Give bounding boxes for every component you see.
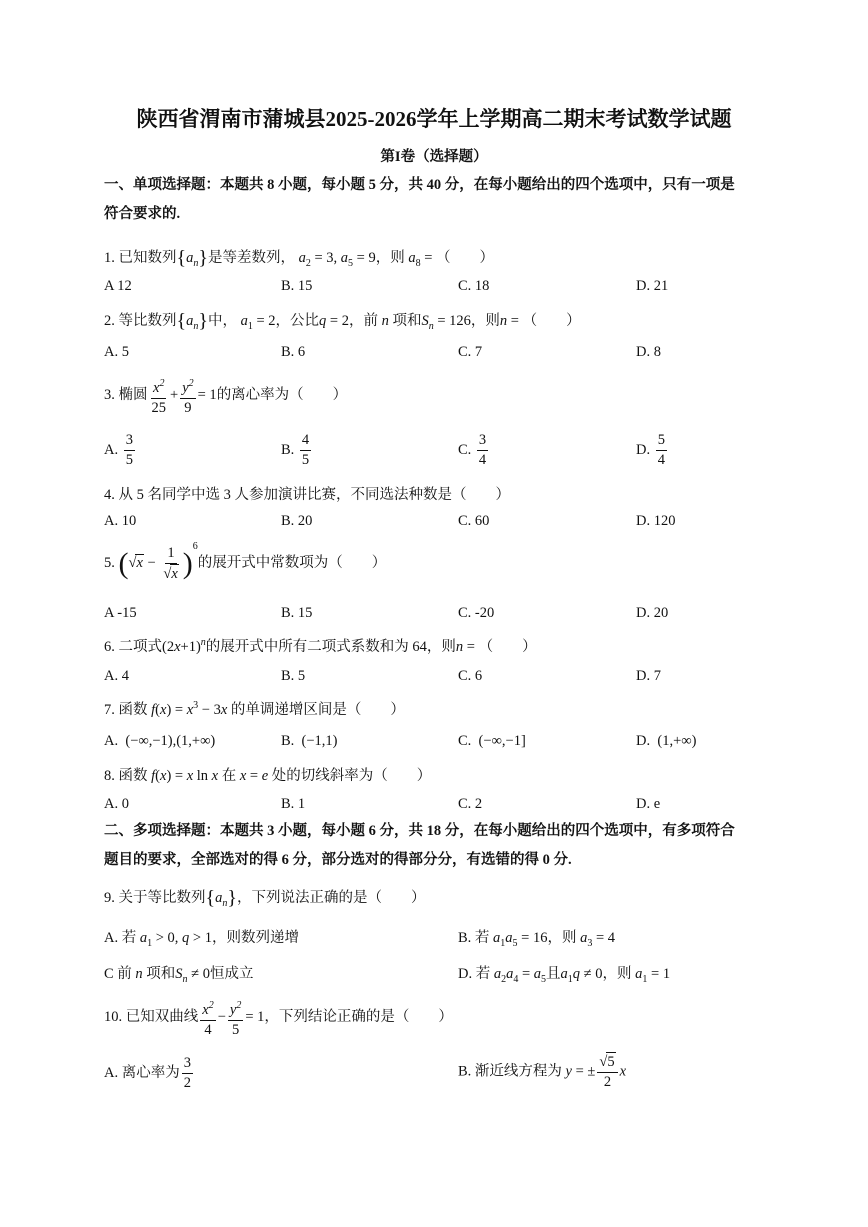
q8-option-c[interactable]: C. 2 (458, 796, 483, 812)
q2-option-a[interactable]: A. 5 (104, 344, 129, 360)
section1-line1: 一、单项选择题：本题共 8 小题，每小题 5 分，共 40 分，在每小题给出的四个选项中，只有一项是 (104, 177, 735, 193)
q3-option-a[interactable]: A. $\frac{3}{5}$ (104, 432, 133, 468)
q4-option-b[interactable]: B. 20 (281, 513, 313, 529)
q8-option-b[interactable]: B. 1 (281, 796, 306, 812)
q5-option-a[interactable]: A -15 (104, 605, 137, 621)
q1-option-b[interactable]: B. 15 (281, 278, 313, 294)
q3-option-d[interactable]: D. $\frac{5}{4}$ (636, 432, 665, 468)
q9-option-a[interactable]: A. 若 $a_1 > 0$, q > 1，则数列递增 (104, 930, 299, 949)
q6-option-d[interactable]: D. 7 (636, 668, 661, 684)
section1-header (104, 171, 735, 229)
q4-option-a[interactable]: A. 10 (104, 513, 137, 529)
section1-line2: 符合要求的. (104, 206, 181, 222)
q10-option-a[interactable]: A. 离心率为 $\frac{3}{2}$ (104, 1055, 191, 1091)
question-4: 4. 从 5 名同学中选 3 人参加演讲比赛，不同选法种数是（ ） (104, 487, 510, 503)
question-9: 9. 关于等比数列$\{a_n\}$，下列说法正确的是（ ） (104, 887, 426, 909)
q6-option-c[interactable]: C. 6 (458, 668, 483, 684)
page-title: 陕西省渭南市蒲城县2025-2026学年上学期高二期末考试数学试题 (136, 107, 732, 131)
question-3: 3. 椭圆 $\frac{x^2}{25}$ + $\frac{y^2}{9}$ = 1的离心率为（ ） (104, 374, 347, 418)
q2-option-c[interactable]: C. 7 (458, 344, 483, 360)
q1-option-c[interactable]: C. 18 (458, 278, 490, 294)
question-1: 1. 已知数列$\{a_n\}$是等差数列， $a_2 = 3$, $a_5 = 9$，则 $a_8$ = （ ） (104, 247, 495, 269)
q7-option-c[interactable]: C. (−∞,−1] (458, 733, 526, 749)
q8-option-a[interactable]: A. 0 (104, 796, 129, 812)
question-8: 8. 函数 f(x) = x ln x 在 x = e 处的切线斜率为（ ） (104, 768, 432, 784)
q9-option-d[interactable]: D. 若 $a_2a_4 = a_5$且$a_1q \ne 0$，则 $a_1 = 1$ (458, 966, 671, 985)
q3-option-b[interactable]: B. $\frac{4}{5}$ (281, 432, 310, 468)
question-6: 6. 二项式$(2x+1)^n$的展开式中所有二项式系数和为 64，则n = （ ） (104, 637, 537, 655)
q5-option-b[interactable]: B. 15 (281, 605, 313, 621)
q6-option-b[interactable]: B. 5 (281, 668, 306, 684)
q2-option-d[interactable]: D. 8 (636, 344, 661, 360)
question-5: 5. (√x − $\frac{1}{√x}$ )$^6$的展开式中常数项为（ ） (104, 541, 387, 582)
q3-option-c[interactable]: C. $\frac{3}{4}$ (458, 432, 487, 468)
q8-option-d[interactable]: D. e (636, 796, 661, 812)
section2-line2: 题目的要求，全部选对的得 6 分，部分选对的得部分分，有选错的得 0 分. (104, 852, 572, 868)
q1-option-a[interactable]: A 12 (104, 278, 132, 294)
q5-option-d[interactable]: D. 20 (636, 605, 669, 621)
q10-option-b[interactable]: B. 渐近线方程为 y = ± $\frac{√5}{2}$ x (458, 1054, 627, 1090)
q5-option-c[interactable]: C. -20 (458, 605, 495, 621)
question-10: 10. 已知双曲线 $\frac{x^2}{4}$ − $\frac{y^2}{5}$ = 1，下列结论正确的是（ ） (104, 996, 453, 1040)
q9-option-b[interactable]: B. 若 $a_1a_5 = 16$，则 $a_3 = 4$ (458, 930, 616, 949)
q7-option-d[interactable]: D. (1,+∞) (636, 733, 697, 749)
q4-option-d[interactable]: D. 120 (636, 513, 676, 529)
q4-option-c[interactable]: C. 60 (458, 513, 490, 529)
section2-header (104, 817, 735, 875)
q2-option-b[interactable]: B. 6 (281, 344, 306, 360)
question-7: 7. 函数 $f(x) = x^3 - 3x$ 的单调递增区间是（ ） (104, 700, 405, 718)
section-subtitle: 第I卷（选择题） (380, 149, 488, 165)
q1-option-d[interactable]: D. 21 (636, 278, 669, 294)
question-2: 2. 等比数列$\{a_n\}$中， $a_1 = 2$，公比q = 2，前 n 项和$S_n = 126$，则n = （ ） (104, 310, 581, 332)
q6-option-a[interactable]: A. 4 (104, 668, 129, 684)
q7-option-a[interactable]: A. (−∞,−1),(1,+∞) (104, 733, 216, 749)
q9-option-c[interactable]: C 前 n 项和$S_n \ne 0$恒成立 (104, 966, 254, 985)
q7-option-b[interactable]: B. (−1,1) (281, 733, 338, 749)
section2-line1: 二、多项选择题：本题共 3 小题，每小题 6 分，共 18 分，在每小题给出的四个选项中，有多项符合 (104, 823, 735, 839)
